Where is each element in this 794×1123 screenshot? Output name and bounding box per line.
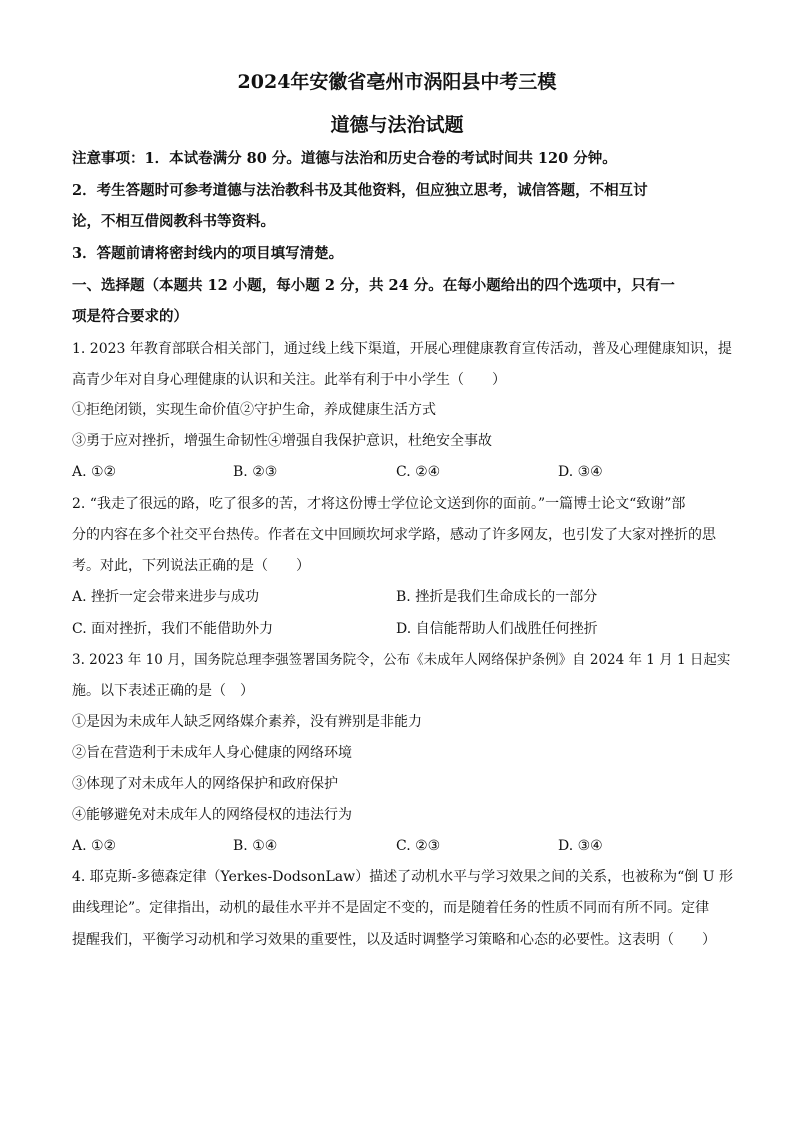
question-1-statement-b: ③勇于应对挫折，增强生命韧性④增强自我保护意识，杜绝安全事故: [72, 433, 492, 449]
section-heading-cont: 项是符合要求的）: [72, 308, 188, 325]
section-heading: 一、选择题（本题共 12 小题，每小题 2 分，共 24 分。在每小题给出的四个选项中，只有一: [72, 277, 675, 294]
question-2-option-b[interactable]: B. 挫折是我们生命成长的一部分: [396, 589, 598, 605]
question-2-option-d[interactable]: D. 自信能帮助人们战胜任何挫折: [396, 621, 598, 637]
question-3-statement-1: ①是因为未成年人缺乏网络媒介素养，没有辨别是非能力: [72, 714, 422, 730]
question-1-statement-a: ①拒绝闭锁，实现生命价值②守护生命，养成健康生活方式: [72, 402, 436, 418]
question-1-option-b[interactable]: B. ②③: [233, 464, 278, 480]
notice-line-2: 2．考生答题时可参考道德与法治教科书及其他资料，但应独立思考，诚信答题，不相互讨: [72, 182, 648, 199]
question-1-option-a[interactable]: A. ①②: [72, 464, 117, 480]
question-2-stem: 2. “我走了很远的路，吃了很多的苦，才将这份博士学位论文送到你的面前。”一篇博士论文“致谢”部: [72, 496, 686, 512]
question-3-option-b[interactable]: B. ①④: [233, 838, 278, 854]
question-1-stem: 1. 2023 年教育部联合相关部门，通过线上线下渠道，开展心理健康教育宣传活动，普及心理健康知识，提: [72, 341, 732, 357]
exam-title: 2024年安徽省亳州市涡阳县中考三模: [237, 71, 557, 93]
question-4-stem-cont: 曲线理论”。定律指出，动机的最佳水平并不是固定不变的，而是随着任务的性质不同而有所不同。定律: [72, 900, 710, 916]
notice-line-3: 3．答题前请将密封线内的项目填写清楚。: [72, 245, 344, 262]
question-3-option-c[interactable]: C. ②③: [396, 838, 441, 854]
question-2-stem-end: 考。对此，下列说法正确的是（ ）: [72, 558, 310, 574]
question-2-option-a[interactable]: A. 挫折一定会带来进步与成功: [72, 589, 260, 605]
question-3-statement-3: ③体现了对未成年人的网络保护和政府保护: [72, 776, 338, 792]
question-3-statement-4: ④能够避免对未成年人的网络侵权的违法行为: [72, 807, 352, 823]
notice-line-2-cont: 论，不相互借阅教科书等资料。: [72, 213, 275, 230]
question-3-stem-cont: 施。以下表述正确的是（ ）: [72, 683, 254, 699]
question-3-stem: 3. 2023 年 10 月，国务院总理李强签署国务院令，公布《未成年人网络保护条例》自 2024 年 1 月 1 日起实: [72, 652, 731, 668]
exam-subtitle: 道德与法治试题: [330, 114, 464, 136]
question-4-stem-end: 提醒我们，平衡学习动机和学习效果的重要性，以及适时调整学习策略和心态的必要性。这表明（ ）: [72, 932, 716, 948]
question-2-option-c[interactable]: C. 面对挫折，我们不能借助外力: [72, 621, 274, 637]
question-3-option-a[interactable]: A. ①②: [72, 838, 117, 854]
question-1-option-d[interactable]: D. ③④: [558, 464, 603, 480]
question-3-statement-2: ②旨在营造利于未成年人身心健康的网络环境: [72, 745, 352, 761]
question-1-option-c[interactable]: C. ②④: [396, 464, 441, 480]
question-2-stem-cont: 分的内容在多个社交平台热传。作者在文中回顾坎坷求学路，感动了许多网友，也引发了大家对挫折的思: [72, 527, 716, 543]
notice-line-1: 注意事项：1．本试卷满分 80 分。道德与法治和历史合卷的考试时间共 120 分钟。: [72, 150, 617, 167]
question-4-stem: 4. 耶克斯-多德森定律（Yerkes-DodsonLaw）描述了动机水平与学习效果之间的关系，也被称为“倒 U 形: [72, 869, 733, 885]
question-3-option-d[interactable]: D. ③④: [558, 838, 603, 854]
question-1-stem-cont: 高青少年对自身心理健康的认识和关注。此举有利于中小学生（ ）: [72, 372, 506, 388]
